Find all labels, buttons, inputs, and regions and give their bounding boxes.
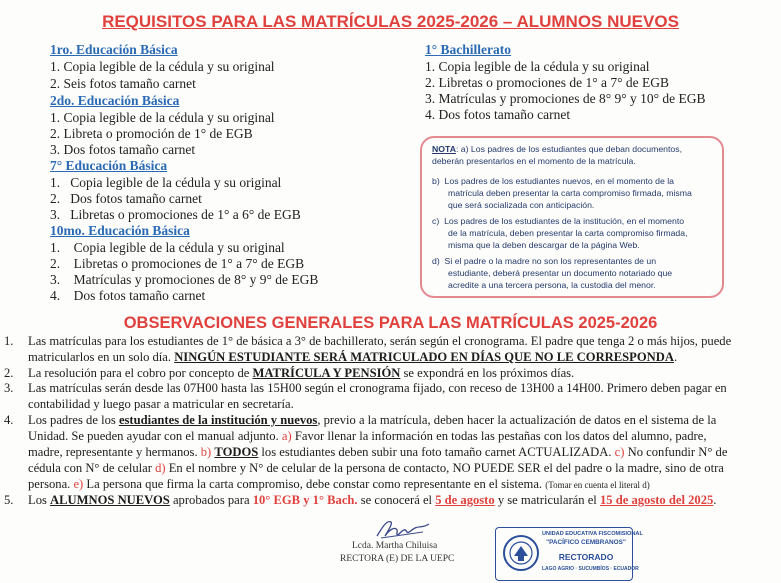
list-item: 2. Libreta o promoción de 1° de EGB <box>50 126 253 141</box>
list-item: 1. Copia legible de la cédula y su original <box>50 175 282 190</box>
signatory-name: Lcda. Martha Chiluisa <box>352 541 438 551</box>
section-heading-1ro: 1ro. Educación Básica <box>50 42 178 57</box>
note-box <box>420 136 724 298</box>
signatory-role: RECTORA (E) DE LA UEPC <box>340 554 455 564</box>
note-line-8: misma que la deben descargar de la página Web. <box>448 240 640 250</box>
obs-4-line-2: Unidad. Se pueden ayudar con el manual adjunto. a) Favor llenar la información en todas las pestañas con los datos del alumno, padre, <box>28 429 707 443</box>
list-item: 3. Matrículas y promociones de 8° y 9° de EGB <box>50 272 319 287</box>
note-line-10: estudiante, deberá presentar un documento notariado que <box>448 268 673 278</box>
obs-1-line-2: matricularlos en un solo día. NINGÚN ESTUDIANTE SERÁ MATRICULADO EN DÍAS QUE NO LE CORRESPONDA. <box>28 350 678 364</box>
obs-1-line-1: Las matrículas para los estudiantes de 1° de básica a 3° de bachillerato, serán según el cronograma. El padre que tenga 2 o más hijos, puede <box>28 334 732 348</box>
seal-line-4: LAGO AGRIO · SUCUMBÍOS · ECUADOR <box>542 566 639 572</box>
seal-line-1: UNIDAD EDUCATIVA FISCOMISIONAL <box>542 531 643 537</box>
observations-title: OBSERVACIONES GENERALES PARA LAS MATRÍCULAS 2025-2026 <box>123 314 658 332</box>
list-item: 1. Copia legible de la cédula y su original <box>425 59 650 74</box>
seal-line-2: "PACÍFICO CEMBRANOS" <box>546 539 626 546</box>
section-heading-2do: 2do. Educación Básica <box>50 93 180 108</box>
obs-4-line-1: Los padres de los estudiantes de la institución y nuevos, previo a la matrícula, deben hacer la actualización de datos en el sistema de la <box>28 413 717 427</box>
obs-number: 3. <box>4 381 14 395</box>
page-title: REQUISITOS PARA LAS MATRÍCULAS 2025-2026 – ALUMNOS NUEVOS <box>102 12 679 31</box>
list-item: 4. Dos fotos tamaño carnet <box>425 107 571 122</box>
note-line-4: matrícula deben presentar la carta compromiso firmada, misma <box>448 188 692 198</box>
note-line-9: d) Si el padre o la madre no son los representantes de un <box>432 256 657 266</box>
school-emblem-icon <box>502 534 540 572</box>
list-item: 3. Matrículas y promociones de 8° 9° y 10° de EGB <box>425 91 706 106</box>
list-item: 1. Copia legible de la cédula y su original <box>50 240 285 255</box>
list-item: 4. Dos fotos tamaño carnet <box>50 288 206 303</box>
note-label: NOTA <box>432 144 456 154</box>
list-item: 1. Copia legible de la cédula y su original <box>50 59 275 74</box>
obs-4-line-4: cédula con N° de celular d) En el nombre y N° de celular de la persona de contacto, NO PUEDE SER el del padre o la madre, sino de otra <box>28 461 724 475</box>
obs-4-line-5: persona. e) La persona que firma la carta compromiso, debe constar como representante en el sistema. (Tomar en cuenta el literal d) <box>28 477 650 491</box>
section-heading-10mo: 10mo. Educación Básica <box>50 223 190 238</box>
list-item: 3. Libretas o promociones de 1° a 6° de EGB <box>50 207 301 222</box>
obs-5: Los ALUMNOS NUEVOS aprobados para 10° EGB y 1° Bach. se conocerá el 5 de agosto y se matricularán el 15 de agosto del 2025. <box>28 493 717 507</box>
section-heading-7mo: 7° Educación Básica <box>50 158 168 173</box>
note-line-7: de la matrícula, deben presentar la carta compromiso firmada, <box>448 228 688 238</box>
obs-number: 5. <box>4 493 14 507</box>
section-heading-bachillerato: 1° Bachillerato <box>425 42 512 57</box>
obs-2: La resolución para el cobro por concepto de MATRÍCULA Y PENSIÓN se expondrá en los próximos días. <box>28 366 575 380</box>
list-item: 2. Seis fotos tamaño carnet <box>50 76 196 91</box>
list-item: 1. Copia legible de la cédula y su original <box>50 110 275 125</box>
obs-3-line-1: Las matrículas serán desde las 07H00 hasta las 15H00 según el cronograma fijado, con receso de 13H00 a 14H00. Primero deben pagar en <box>28 381 727 395</box>
note-line-1: NOTA: a) Los padres de los estudiantes que deban documentos, <box>432 144 682 154</box>
note-line-3: b) Los padres de los estudiantes nuevos, en el momento de la <box>432 176 674 186</box>
note-line-11: acredite a una tercera persona, la custodia del menor. <box>448 280 656 290</box>
note-line-6: c) Los padres de los estudiantes de la institución, en el momento <box>432 216 685 226</box>
list-item: 2. Libretas o promociones de 1° a 7° de EGB <box>425 75 669 90</box>
list-item: 2. Libretas o promociones de 1° a 7° de EGB <box>50 256 305 271</box>
handwritten-signature <box>373 516 433 542</box>
obs-4-line-3: madre, representante y hermanos. b) TODOS los estudiantes deben subir una foto tamaño carnet ACTUALIZADA. c) No confundir N° de <box>28 445 728 459</box>
obs-3-line-2: contabilidad y luego pasar a matricular en secretaría. <box>28 397 294 411</box>
list-item: 2. Dos fotos tamaño carnet <box>50 191 202 206</box>
obs-number: 2. <box>4 366 14 380</box>
institution-seal <box>495 527 643 581</box>
note-line-2: deberán presentarlos en el momento de la matrícula. <box>432 156 636 166</box>
obs-number: 4. <box>4 413 14 427</box>
obs-number: 1. <box>4 334 14 348</box>
note-line-5: que será socializada con anticipación. <box>448 200 595 210</box>
list-item: 3. Dos fotos tamaño carnet <box>50 142 196 157</box>
seal-line-3: RECTORADO <box>558 552 614 562</box>
